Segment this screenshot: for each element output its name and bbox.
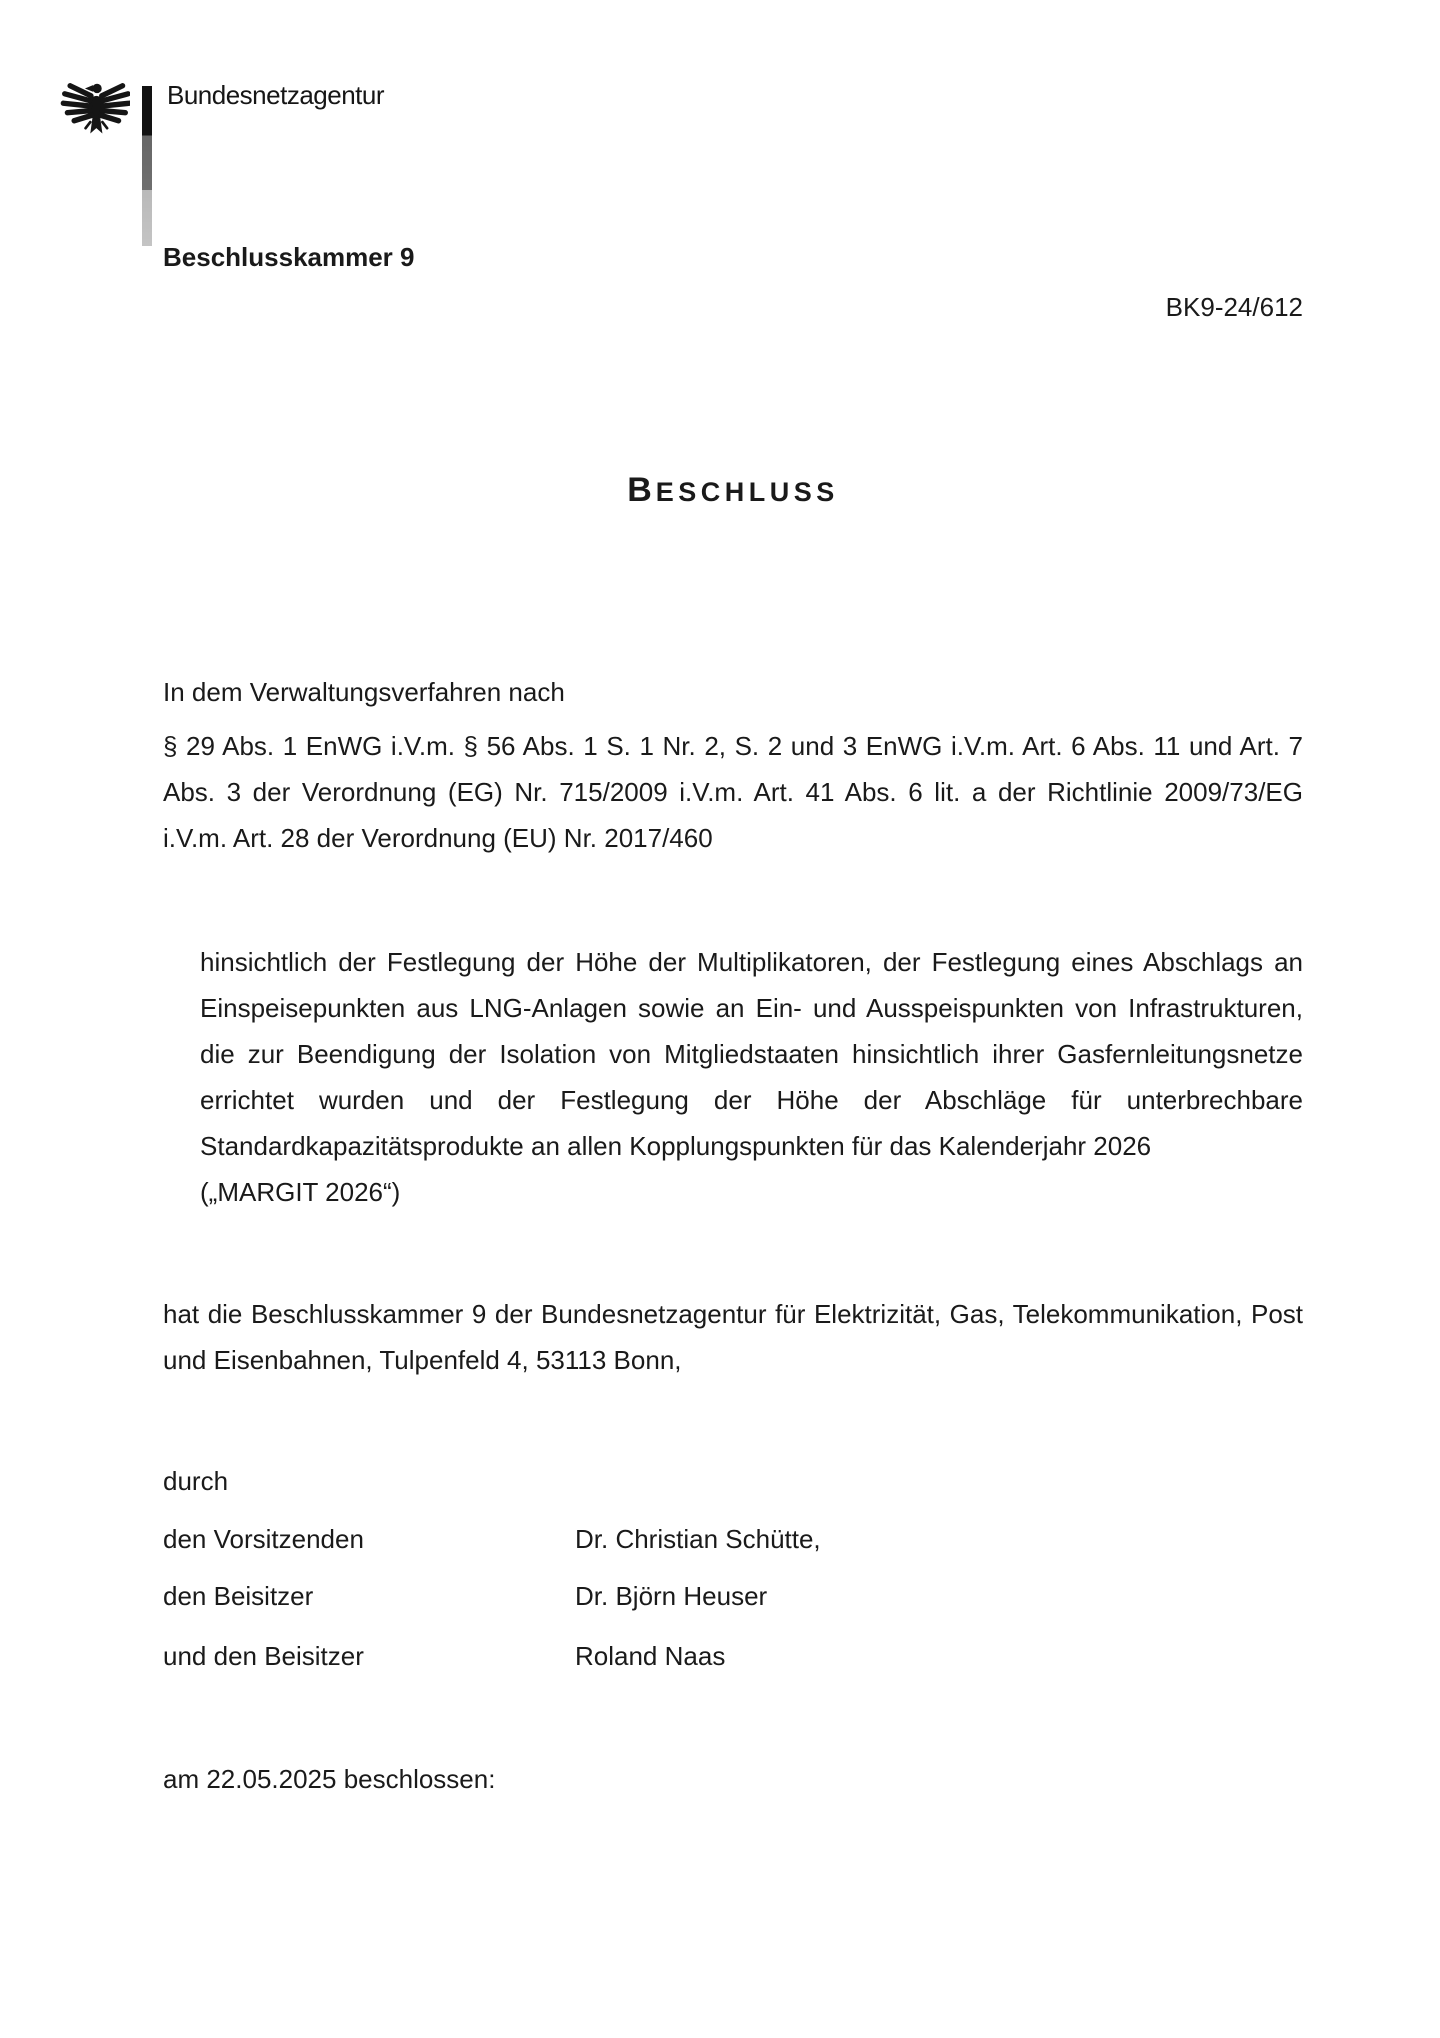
paragraph-decision-by [163,1291,1303,1383]
panel-row-assessor-2 [163,1633,1303,1679]
document-title-rest: ESCHLUSS [655,477,839,507]
text-line: Standardkapazitätsprodukte an allen Kopplungspunkten für das Kalenderjahr 2026 [200,1131,1152,1161]
text-line: die zur Beendigung der Isolation von Mitgliedstaaten hinsichtlich ihrer Gasfernleitungsnetze [200,1039,1303,1069]
federal-eagle-icon [60,80,130,144]
text-line: Einspeisepunkten aus LNG-Anlagen sowie an Ein- und Ausspeispunkten von Infrastrukturen, [200,993,1303,1023]
paragraph-durch: durch [163,1466,229,1496]
agency-logo-text: Bundesnetzagentur [167,80,385,110]
panel-name: Dr. Christian Schütte, [575,1524,821,1554]
reference-number: BK9-24/612 [1165,292,1303,322]
paragraph-closing: am 22.05.2025 beschlossen: [163,1764,496,1794]
panel-row-chairman [163,1516,1303,1562]
text-line: Abs. 3 der Verordnung (EG) Nr. 715/2009 i.V.m. Art. 41 Abs. 6 lit. a der Richtlinie 2009/73/EG [163,777,1303,807]
panel-row-assessor-1 [163,1573,1303,1619]
panel-role: den Beisitzer [163,1581,314,1611]
paragraph-legal-basis [163,723,1303,861]
paragraph-subject [163,939,1303,1215]
text-line: und Eisenbahnen, Tulpenfeld 4, 53113 Bonn, [163,1345,682,1375]
text-line: § 29 Abs. 1 EnWG i.V.m. § 56 Abs. 1 S. 1 Nr. 2, S. 2 und 3 EnWG i.V.m. Art. 6 Abs. 11 und Art. 7 [163,731,1303,761]
logo-divider-bar [142,86,152,246]
text-line: errichtet wurden und der Festlegung der Höhe der Abschläge für unterbrechbare [200,1085,1303,1115]
chamber-heading: Beschlusskammer 9 [163,242,415,272]
document-title [163,471,1303,510]
text-line: („MARGIT 2026“) [200,1177,401,1207]
text-line: hinsichtlich der Festlegung der Höhe der Multiplikatoren, der Festlegung eines Abschlags an [200,947,1303,977]
panel-name: Roland Naas [575,1641,726,1671]
text-line: i.V.m. Art. 28 der Verordnung (EU) Nr. 2017/460 [163,823,713,853]
document-title-initial: B [627,471,656,509]
panel-role: den Vorsitzenden [163,1524,364,1554]
panel-role: und den Beisitzer [163,1641,364,1671]
paragraph-intro: In dem Verwaltungsverfahren nach [163,677,565,707]
text-line: hat die Beschlusskammer 9 der Bundesnetzagentur für Elektrizität, Gas, Telekommunikation, Post [163,1299,1303,1329]
panel-name: Dr. Björn Heuser [575,1581,768,1611]
